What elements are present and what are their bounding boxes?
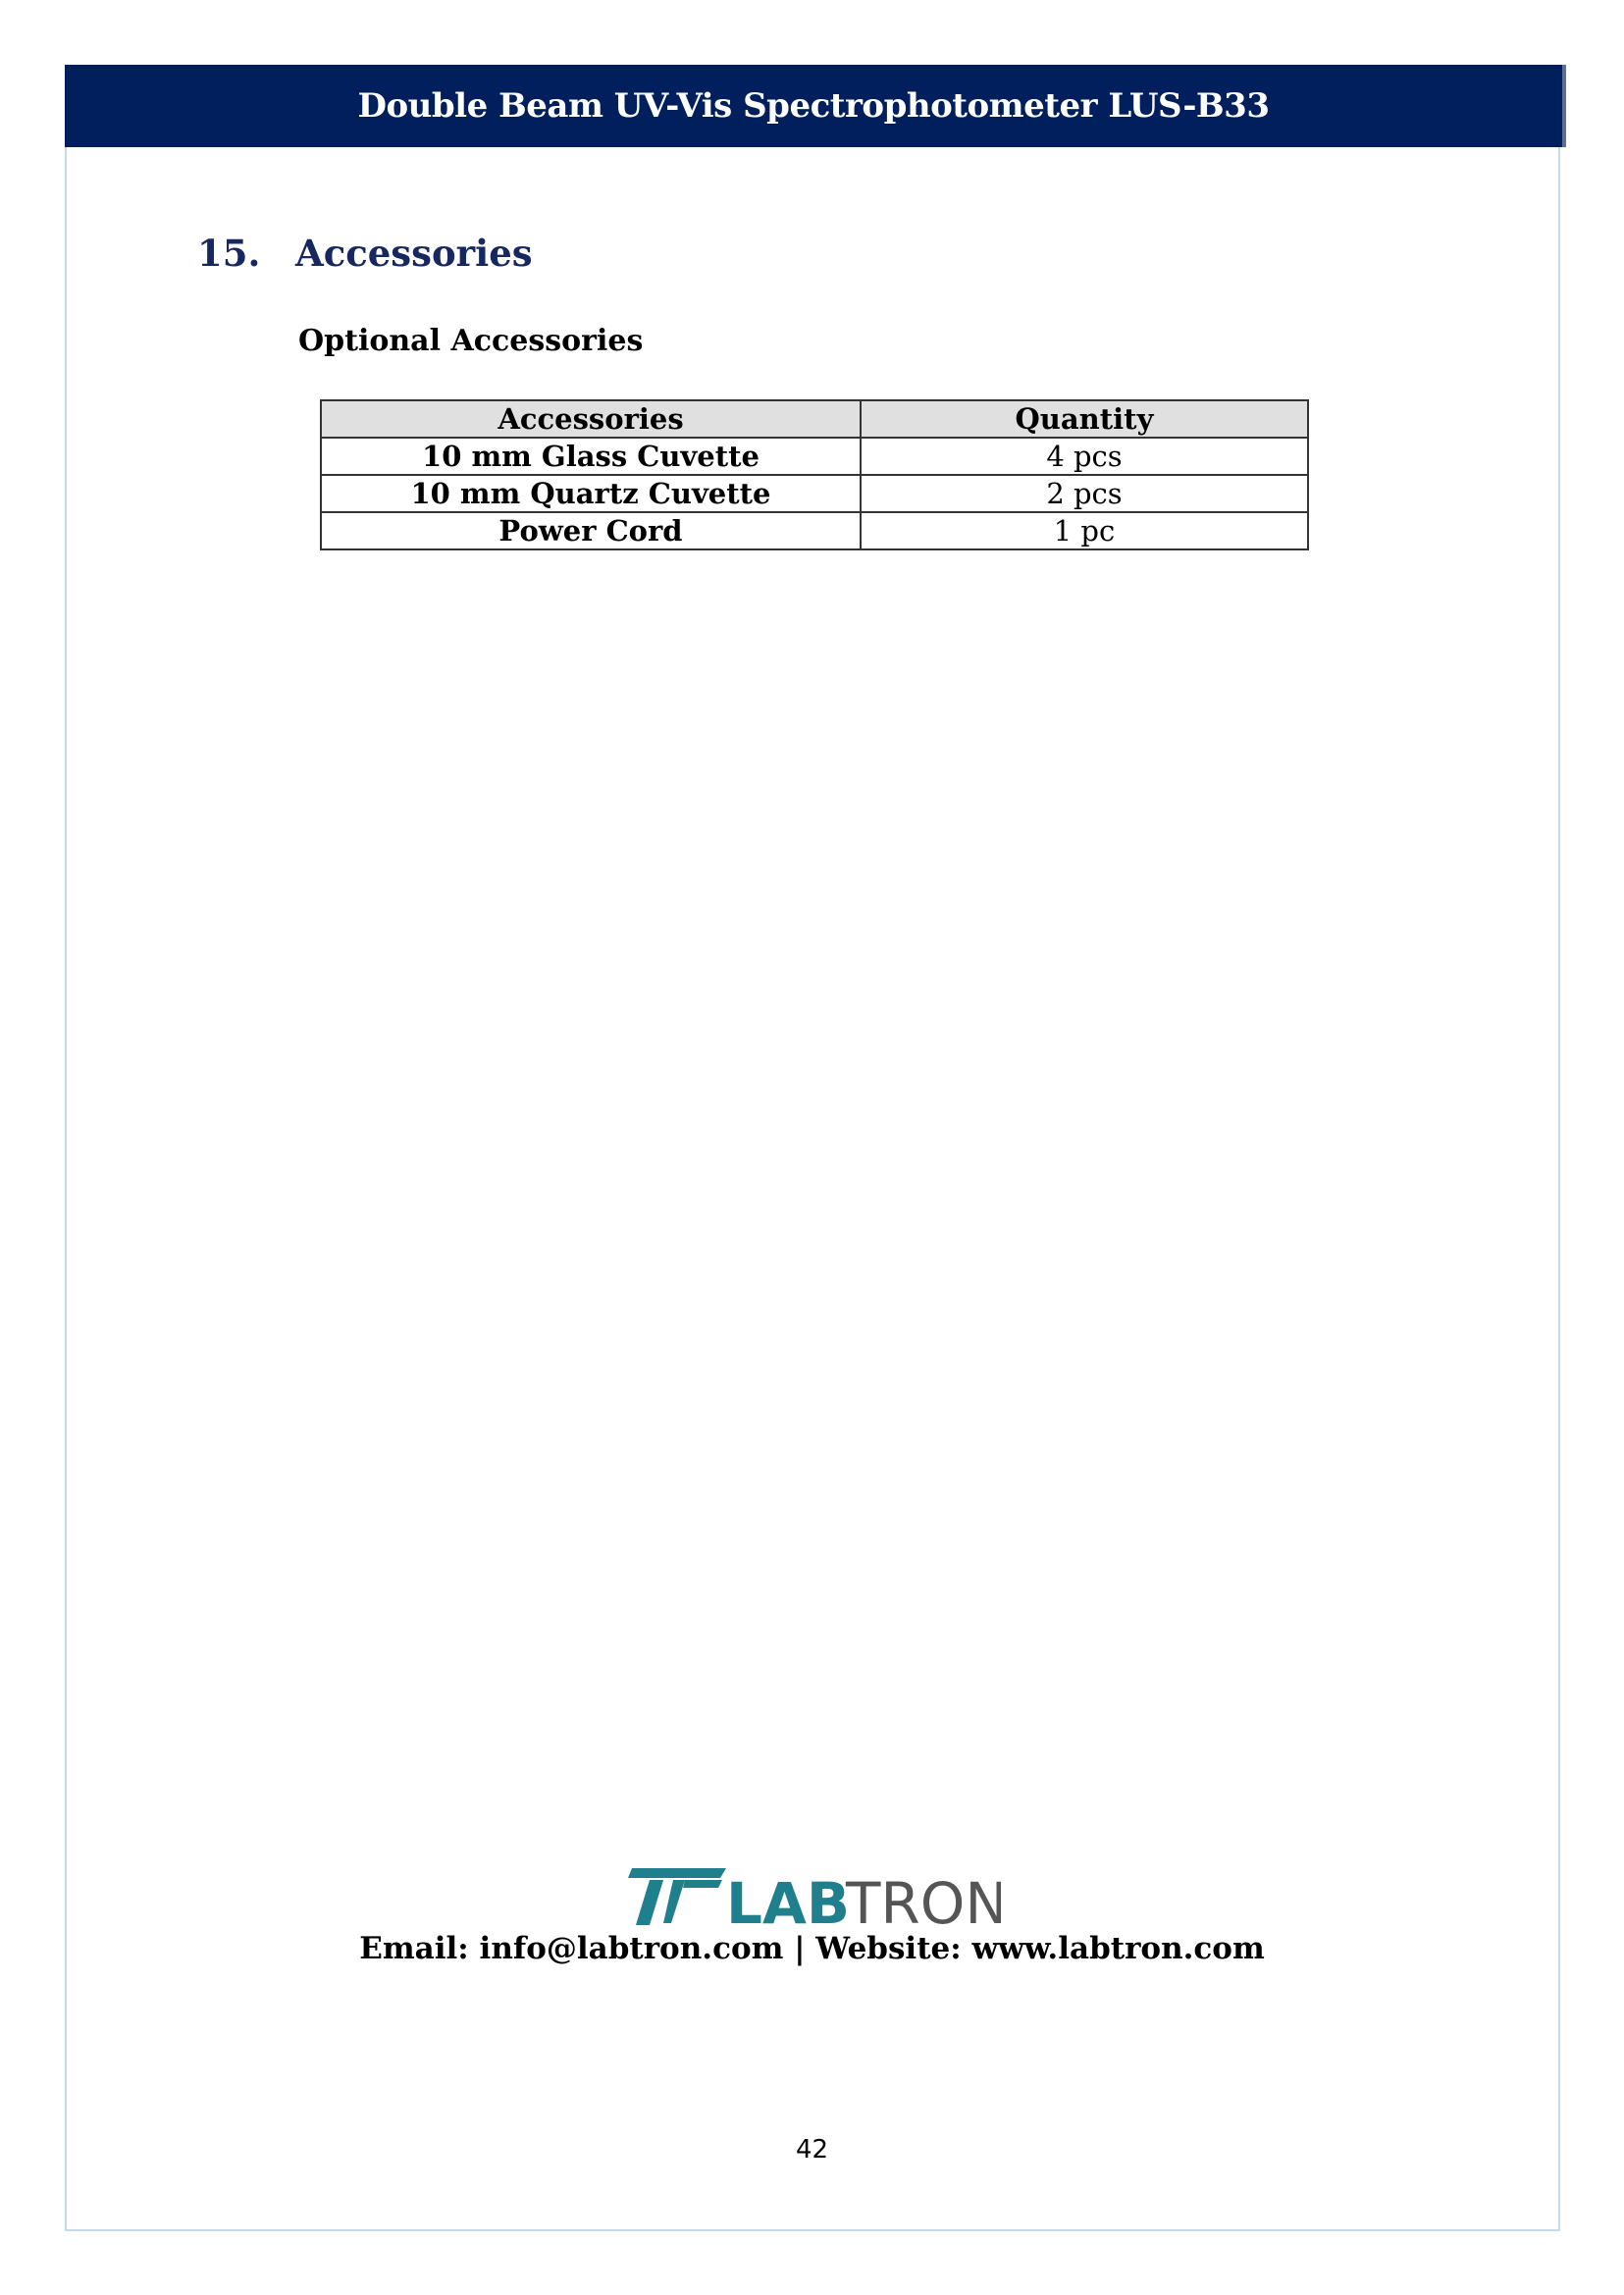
page-number: 42 (795, 2135, 829, 2165)
table-row (321, 512, 1308, 549)
accessory-name: 10 mm Quartz Cuvette (321, 475, 861, 512)
table-row (321, 438, 1308, 475)
accessory-name: 10 mm Glass Cuvette (321, 438, 861, 475)
table-row (321, 475, 1308, 512)
accessories-table (320, 399, 1309, 550)
column-header-quantity: Quantity (861, 400, 1308, 438)
section-title: Accessories (295, 232, 533, 275)
accessory-quantity: 1 pc (861, 512, 1308, 549)
labtron-logo-icon (628, 1866, 1001, 1931)
accessory-name: Power Cord (321, 512, 861, 549)
header-bar (65, 65, 1566, 147)
contact-line: Email: info@labtron.com | Website: www.labtron.com (359, 1931, 1265, 1966)
column-header-accessories: Accessories (321, 400, 861, 438)
section-number: 15. (197, 232, 261, 275)
logo-text-light: TRON (846, 1870, 1001, 1931)
accessory-quantity: 4 pcs (861, 438, 1308, 475)
labtron-logo (628, 1866, 1001, 1931)
logo-text-bold: LAB (726, 1870, 851, 1931)
document-title: Double Beam UV-Vis Spectrophotometer LUS-B33 (357, 86, 1270, 126)
subheading: Optional Accessories (298, 324, 644, 358)
table-header-row (321, 400, 1308, 438)
accessory-quantity: 2 pcs (861, 475, 1308, 512)
section-heading (197, 232, 533, 275)
